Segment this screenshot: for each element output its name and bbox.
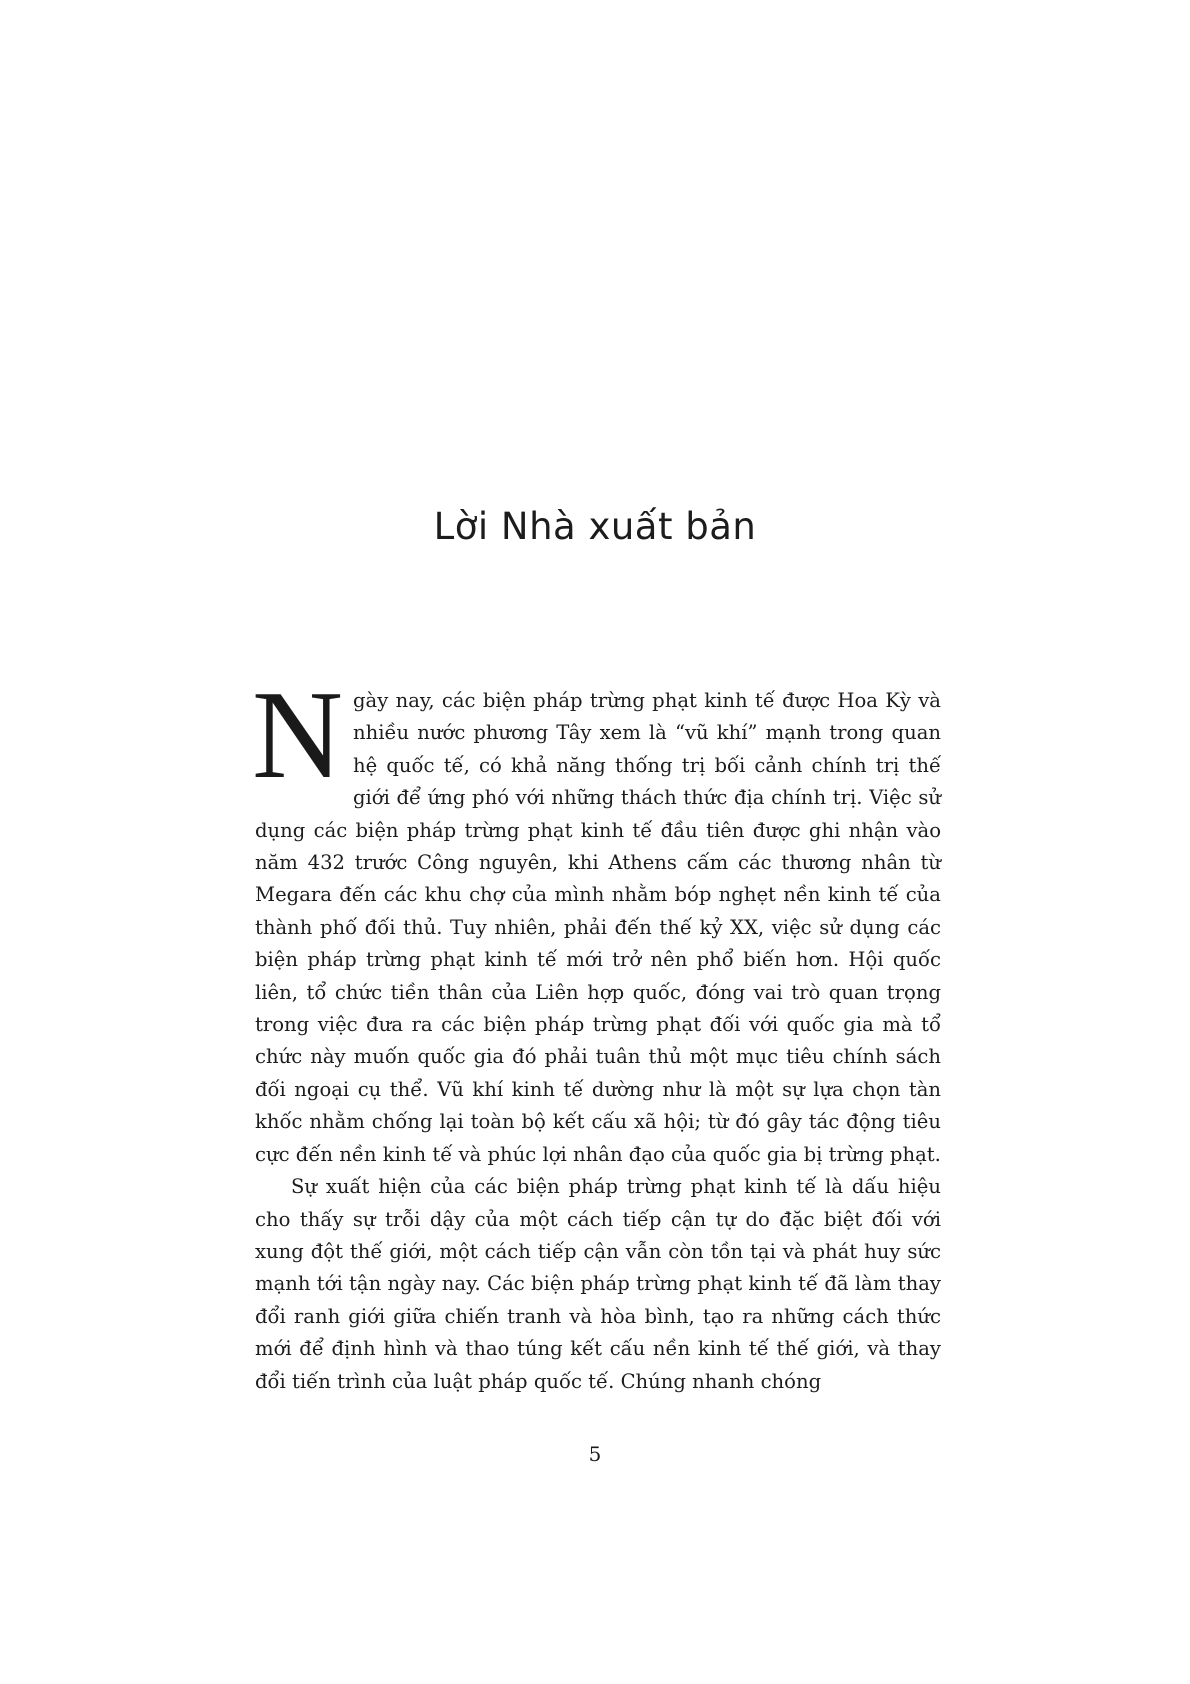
chapter-title: Lời Nhà xuất bản bbox=[433, 505, 757, 548]
page-number: 5 bbox=[588, 1442, 602, 1466]
paragraph-1-text: gày nay, các biện pháp trừng phạt kinh tế được Hoa Kỳ và nhiều nước phương Tây xem là “vũ khí” mạnh trong quan hệ quốc tế, có khả năng thống trị bối cảnh chính trị thế giới để ứng phó với những thách thức địa chính trị. Việc sử dụng các biện pháp trừng phạt kinh tế đầu tiên được ghi nhận vào năm 432 trước Công nguyên, khi Athens cấm các thương nhân từ Megara đến các khu chợ của mình nhằm bóp nghẹt nền kinh tế của thành phố đối thủ. Tuy nhiên, phải đến thế kỷ XX, việc sử dụng các biện pháp trừng phạt kinh tế mới trở nên phổ biến hơn. Hội quốc liên, tổ chức tiền thân của Liên hợp quốc, đóng vai trò quan trọng trong việc đưa ra các biện pháp trừng phạt đối với quốc gia mà tổ chức này muốn quốc gia đó phải tuân thủ một mục tiêu chính sách đối ngoại cụ thể. Vũ khí kinh tế dường như là một sự lựa chọn tàn khốc nhằm chống lại toàn bộ kết cấu xã hội; từ đó gây tác động tiêu cực đến nền kinh tế và phúc lợi nhân đạo của quốc gia bị trừng phạt. bbox=[255, 689, 941, 1166]
body-text bbox=[252, 666, 941, 1398]
paragraph-1 bbox=[252, 666, 941, 1171]
paragraph-2: Sự xuất hiện của các biện pháp trừng phạt kinh tế là dấu hiệu cho thấy sự trỗi dậy của một cách tiếp cận tự do đặc biệt đối với xung đột thế giới, một cách tiếp cận vẫn còn tồn tại và phát huy sức mạnh tới tận ngày nay. Các biện pháp trừng phạt kinh tế đã làm thay đổi ranh giới giữa chiến tranh và hòa bình, tạo ra những cách thức mới để định hình và thao túng kết cấu nền kinh tế thế giới, và thay đổi tiến trình của luật pháp quốc tế. Chúng nhanh chóng bbox=[255, 1175, 941, 1393]
drop-cap: N bbox=[252, 666, 343, 805]
